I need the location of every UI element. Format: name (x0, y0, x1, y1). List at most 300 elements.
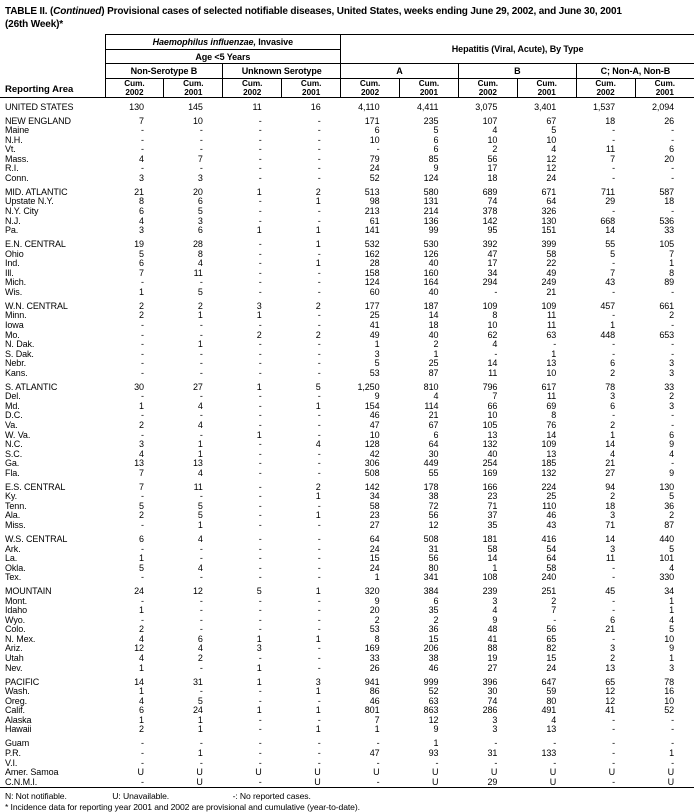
value-cell: - (140, 339, 144, 350)
value-cell: - (199, 277, 203, 288)
table-row (0, 297, 694, 311)
value-cell: - (317, 319, 321, 330)
value-cell: 60 (369, 286, 380, 297)
value-cell: - (671, 125, 675, 136)
value-cell: - (199, 543, 203, 554)
value-cell: 13 (546, 358, 557, 369)
table-row (0, 759, 694, 769)
value-cell: 3 (315, 676, 321, 687)
value-cell: 2 (433, 614, 439, 625)
value-cell: - (140, 319, 144, 330)
value-cell: 58 (487, 543, 498, 554)
footnotes (0, 788, 694, 812)
value-cell: - (671, 458, 675, 469)
value-cell: 64 (428, 439, 439, 450)
reporting-area-cell: Idaho (5, 605, 28, 616)
value-cell: 3 (138, 225, 144, 236)
value-cell: - (671, 163, 675, 174)
value-cell: - (258, 115, 262, 126)
value-cell: 15 (369, 553, 380, 564)
value-cell: 5 (138, 562, 144, 573)
value-cell: - (317, 614, 321, 625)
value-cell: 101 (659, 553, 675, 564)
value-cell: 24 (192, 705, 203, 716)
table-row (0, 126, 694, 136)
table-row (0, 421, 694, 431)
reporting-area-cell: Md. (5, 400, 20, 411)
value-cell: 145 (188, 101, 203, 112)
value-cell: - (612, 348, 616, 359)
value-cell: 3 (197, 215, 203, 226)
reporting-area-cell: N.H. (5, 134, 23, 145)
value-cell: 1 (138, 605, 144, 616)
value-cell: - (317, 595, 321, 606)
value-cell: 28 (192, 239, 203, 250)
value-cell: 2 (610, 419, 616, 430)
value-cell: 5 (374, 358, 380, 369)
value-cell: 1 (669, 747, 675, 758)
reporting-area-cell: Mo. (5, 329, 20, 340)
table-row (0, 311, 694, 321)
value-cell: 1 (610, 319, 616, 330)
value-cell: 43 (546, 519, 557, 530)
value-cell: 64 (369, 533, 380, 544)
value-cell: 14 (487, 358, 498, 369)
value-cell: 21 (134, 186, 144, 197)
value-cell: 21 (428, 410, 439, 421)
value-cell: 3 (610, 391, 616, 402)
value-cell: 4 (492, 125, 498, 136)
value-cell: - (317, 248, 321, 259)
value-cell: 105 (482, 419, 498, 430)
col-header-cum-2001: Cum. 2001 (517, 79, 576, 98)
value-cell: 8 (492, 310, 498, 321)
value-cell: 1 (315, 586, 321, 597)
reporting-area-cell: Ky. (5, 491, 18, 502)
value-cell: - (258, 481, 262, 492)
value-cell: 2 (374, 614, 380, 625)
table-row (0, 725, 694, 735)
reporting-area-cell: S. Dak. (5, 348, 34, 359)
value-cell: 80 (546, 695, 557, 706)
value-cell: 9 (374, 391, 380, 402)
subgroup-hep-b: B (458, 64, 576, 79)
value-cell: 1 (315, 633, 321, 644)
value-cell: 11 (605, 144, 616, 155)
value-cell: - (199, 605, 203, 616)
value-cell: 689 (482, 186, 498, 197)
value-cell: U (137, 767, 144, 778)
value-cell: 4 (197, 400, 203, 411)
value-cell: 46 (428, 662, 439, 673)
value-cell: 10 (546, 134, 557, 145)
value-cell: - (140, 391, 144, 402)
value-cell: 132 (541, 467, 557, 478)
value-cell: 1 (315, 510, 321, 521)
reporting-area-cell: Miss. (5, 519, 26, 530)
value-cell: - (258, 714, 262, 725)
reporting-area-cell: Ala. (5, 510, 21, 521)
col-header-cum-2002: Cum. 2002 (105, 79, 164, 98)
table-row (0, 706, 694, 716)
value-cell: - (199, 686, 203, 697)
value-cell: - (671, 714, 675, 725)
value-cell: 31 (192, 676, 203, 687)
value-cell: - (612, 605, 616, 616)
value-cell: - (317, 757, 321, 768)
value-cell: 133 (541, 747, 557, 758)
value-cell: 2 (610, 653, 616, 664)
value-cell: 56 (487, 153, 498, 164)
value-cell: 3 (610, 543, 616, 554)
value-cell: 5 (138, 500, 144, 511)
value-cell: - (199, 429, 203, 440)
value-cell: 12 (546, 153, 557, 164)
value-cell: 76 (546, 419, 557, 430)
value-cell: 23 (487, 491, 498, 502)
value-cell: U (667, 776, 675, 787)
value-cell: 24 (546, 172, 557, 183)
value-cell: - (258, 419, 262, 430)
value-cell: 94 (605, 481, 616, 492)
value-cell: - (258, 239, 262, 250)
table-row (0, 450, 694, 460)
value-cell: 530 (423, 239, 439, 250)
value-cell: 4 (197, 419, 203, 430)
value-cell: 38 (428, 491, 439, 502)
value-cell: - (258, 163, 262, 174)
reporting-area-cell: W.S. CENTRAL (5, 533, 68, 544)
value-cell: 9 (669, 467, 675, 478)
value-cell: 9 (433, 163, 439, 174)
value-cell: 2 (551, 595, 557, 606)
value-cell: 2 (197, 300, 203, 311)
value-cell: 110 (542, 500, 557, 511)
value-cell: - (317, 277, 321, 288)
value-cell: - (671, 757, 675, 768)
reporting-area-cell: Va. (5, 419, 18, 430)
value-cell: 5 (669, 624, 675, 635)
value-cell: - (199, 358, 203, 369)
value-cell: - (671, 738, 675, 749)
value-cell: 941 (364, 676, 380, 687)
value-cell: - (317, 714, 321, 725)
value-cell: 6 (433, 429, 439, 440)
value-cell: 24 (134, 586, 144, 597)
value-cell: 38 (428, 653, 439, 664)
value-cell: - (553, 339, 557, 350)
value-cell: - (199, 348, 203, 359)
value-cell: 513 (364, 186, 380, 197)
table-title-line2: (26th Week)* (5, 18, 64, 30)
value-cell: 2 (315, 186, 321, 197)
value-cell: 53 (369, 367, 380, 378)
value-cell: 20 (664, 153, 675, 164)
table-row (0, 644, 694, 654)
table-row (0, 250, 694, 260)
value-cell: 31 (428, 543, 439, 554)
value-cell: - (140, 543, 144, 554)
value-cell: 2 (138, 624, 144, 635)
table-body (0, 98, 694, 788)
value-cell: 185 (541, 458, 557, 469)
reporting-area-cell: Vt. (5, 144, 16, 155)
value-cell: - (140, 367, 144, 378)
value-cell: - (317, 310, 321, 321)
hib-group-header (105, 35, 341, 50)
value-cell: - (612, 572, 616, 583)
table-row (0, 511, 694, 521)
value-cell: 6 (433, 144, 439, 155)
value-cell: 14 (605, 439, 616, 450)
value-cell: - (671, 419, 675, 430)
value-cell: 6 (374, 125, 380, 136)
value-cell: - (317, 172, 321, 183)
value-cell: 3 (669, 358, 675, 369)
value-cell: 1 (492, 562, 498, 573)
value-cell: 1 (315, 724, 321, 735)
table-title (0, 0, 694, 31)
reporting-area-cell: V.I. (5, 757, 18, 768)
value-cell: 4 (669, 448, 675, 459)
reporting-area-cell: N. Dak. (5, 339, 35, 350)
value-cell: U (549, 776, 557, 787)
hib-rest-label: Invasive (255, 37, 293, 47)
title-prefix: TABLE II. ( (5, 6, 54, 17)
reporting-area-cell: Ariz. (5, 643, 23, 654)
value-cell: 1 (315, 686, 321, 697)
value-cell: - (258, 196, 262, 207)
value-cell: U (196, 776, 203, 787)
col-header-cum-2002: Cum. 2002 (458, 79, 517, 98)
value-cell: 56 (428, 553, 439, 564)
value-cell: 46 (369, 695, 380, 706)
value-cell: 64 (546, 553, 557, 564)
value-cell: - (258, 448, 262, 459)
value-cell: 15 (546, 653, 557, 664)
value-cell: 2 (315, 329, 321, 340)
value-cell: 160 (423, 267, 439, 278)
value-cell: 37 (487, 510, 498, 521)
reporting-area-cell: UNITED STATES (5, 101, 74, 112)
value-cell: 82 (546, 643, 557, 654)
value-cell: 5 (551, 125, 557, 136)
reporting-area-cell: E.N. CENTRAL (5, 239, 66, 250)
value-cell: 286 (482, 705, 498, 716)
value-cell: 109 (541, 300, 557, 311)
value-cell: - (140, 595, 144, 606)
table-row (0, 174, 694, 184)
value-cell: 63 (546, 329, 557, 340)
reporting-area-cell: Upstate N.Y. (5, 196, 54, 207)
value-cell: 67 (546, 115, 557, 126)
value-cell: 47 (487, 248, 498, 259)
value-cell: - (317, 605, 321, 616)
value-cell: 169 (482, 467, 498, 478)
table-row (0, 207, 694, 217)
value-cell: - (258, 747, 262, 758)
value-cell: 164 (423, 277, 439, 288)
value-cell: 810 (423, 381, 439, 392)
value-cell: - (258, 134, 262, 145)
value-cell: 326 (541, 205, 557, 216)
value-cell: 11 (193, 267, 203, 278)
table-row (0, 136, 694, 146)
value-cell: 1 (256, 186, 262, 197)
table-row (0, 259, 694, 269)
value-cell: 45 (605, 586, 616, 597)
value-cell: 341 (423, 572, 439, 583)
value-cell: 2 (197, 653, 203, 664)
value-cell: - (671, 172, 675, 183)
table-row (0, 155, 694, 165)
table-row (0, 597, 694, 607)
value-cell: 653 (659, 329, 675, 340)
value-cell: 6 (197, 196, 203, 207)
value-cell: 13 (192, 458, 203, 469)
value-cell: 5 (138, 248, 144, 259)
value-cell: 35 (428, 605, 439, 616)
value-cell: 1 (256, 633, 262, 644)
value-cell: U (608, 767, 616, 778)
value-cell: 399 (541, 239, 557, 250)
value-cell: - (258, 510, 262, 521)
value-cell: 48 (487, 624, 498, 635)
reporting-area-cell: Utah (5, 653, 24, 664)
value-cell: 87 (664, 519, 675, 530)
value-cell: 171 (364, 115, 380, 126)
col-header-cum-2002: Cum. 2002 (341, 79, 400, 98)
reporting-area-cell: Fla. (5, 467, 20, 478)
reporting-area-cell: Ind. (5, 258, 20, 269)
table-row (0, 321, 694, 331)
value-cell: 63 (428, 695, 439, 706)
value-cell: 1 (374, 724, 380, 735)
value-cell: 448 (600, 329, 616, 340)
value-cell: 294 (482, 277, 498, 288)
value-cell: 16 (664, 686, 675, 697)
value-cell: - (612, 714, 616, 725)
value-cell: - (671, 205, 675, 216)
value-cell: 55 (428, 467, 439, 478)
value-cell: U (549, 767, 557, 778)
value-cell: - (140, 738, 144, 749)
value-cell: - (317, 144, 321, 155)
table-row (0, 278, 694, 288)
value-cell: - (258, 319, 262, 330)
value-cell: - (553, 738, 557, 749)
value-cell: 2 (138, 310, 144, 321)
table-row (0, 197, 694, 207)
value-cell: 1 (315, 400, 321, 411)
title-suffix: ) Provisional cases of selected notifiable diseases, United States, weeks ending June 29, 2002, and June 30, 2001 (101, 6, 622, 17)
value-cell: 10 (487, 134, 498, 145)
value-cell: - (317, 553, 321, 564)
value-cell: 440 (659, 533, 675, 544)
value-cell: 65 (546, 633, 557, 644)
reporting-area-cell: N.C. (5, 439, 23, 450)
value-cell: - (140, 776, 144, 787)
value-cell: 40 (428, 286, 439, 297)
value-cell: - (317, 115, 321, 126)
table-row (0, 768, 694, 778)
value-cell: 6 (669, 429, 675, 440)
value-cell: - (199, 144, 203, 155)
table-row (0, 530, 694, 544)
value-cell: 2 (138, 724, 144, 735)
value-cell: 9 (669, 439, 675, 450)
value-cell: - (671, 724, 675, 735)
value-cell: - (140, 144, 144, 155)
table-row (0, 402, 694, 412)
reporting-area-cell: Nev. (5, 662, 23, 673)
value-cell: - (317, 624, 321, 635)
value-cell: - (199, 367, 203, 378)
value-cell: 10 (369, 429, 380, 440)
value-cell: 6 (433, 595, 439, 606)
value-cell: 1 (138, 714, 144, 725)
value-cell: 108 (482, 572, 498, 583)
value-cell: - (258, 339, 262, 350)
value-cell: 863 (423, 705, 439, 716)
value-cell: 10 (664, 633, 675, 644)
value-cell: 18 (487, 172, 498, 183)
table-row (0, 564, 694, 574)
table-row (0, 664, 694, 674)
value-cell: - (553, 614, 557, 625)
value-cell: 19 (487, 653, 498, 664)
value-cell: 11 (547, 310, 557, 321)
value-cell: 4,411 (417, 101, 439, 112)
value-cell: - (317, 543, 321, 554)
reporting-area-cell: W.N. CENTRAL (5, 300, 68, 311)
value-cell: - (258, 358, 262, 369)
value-cell: 14 (134, 676, 144, 687)
value-cell: - (258, 738, 262, 749)
table-row (0, 673, 694, 687)
reporting-area-cell: MOUNTAIN (5, 586, 52, 597)
value-cell: 21 (605, 458, 616, 469)
value-cell: - (258, 277, 262, 288)
value-cell: - (258, 125, 262, 136)
value-cell: 40 (428, 329, 439, 340)
value-cell: - (317, 358, 321, 369)
reporting-area-cell: Iowa (5, 319, 24, 330)
value-cell: - (317, 458, 321, 469)
value-cell: - (612, 172, 616, 183)
value-cell: U (431, 776, 439, 787)
value-cell: 95 (487, 225, 498, 236)
footnote-incidence-note: * Incidence data for reporting year 2001 and 2002 are provisional and cumulative (year-to-date). (5, 802, 360, 812)
value-cell: 7 (669, 248, 675, 259)
table-row (0, 440, 694, 450)
value-cell: 7 (374, 714, 380, 725)
value-cell: 1 (138, 553, 144, 564)
value-cell: 1,250 (357, 381, 380, 392)
value-cell: 2 (138, 300, 144, 311)
reporting-area-cell: R.I. (5, 163, 19, 174)
value-cell: 52 (664, 705, 675, 716)
value-cell: - (258, 776, 262, 787)
col-header-cum-2002: Cum. 2002 (576, 79, 635, 98)
value-cell: 2 (138, 419, 144, 430)
value-cell: - (258, 624, 262, 635)
col-header-cum-2001: Cum. 2001 (635, 79, 694, 98)
reporting-area-cell: Tenn. (5, 500, 27, 511)
value-cell: - (317, 429, 321, 440)
value-cell: 78 (664, 676, 675, 687)
value-cell: 7 (610, 267, 616, 278)
